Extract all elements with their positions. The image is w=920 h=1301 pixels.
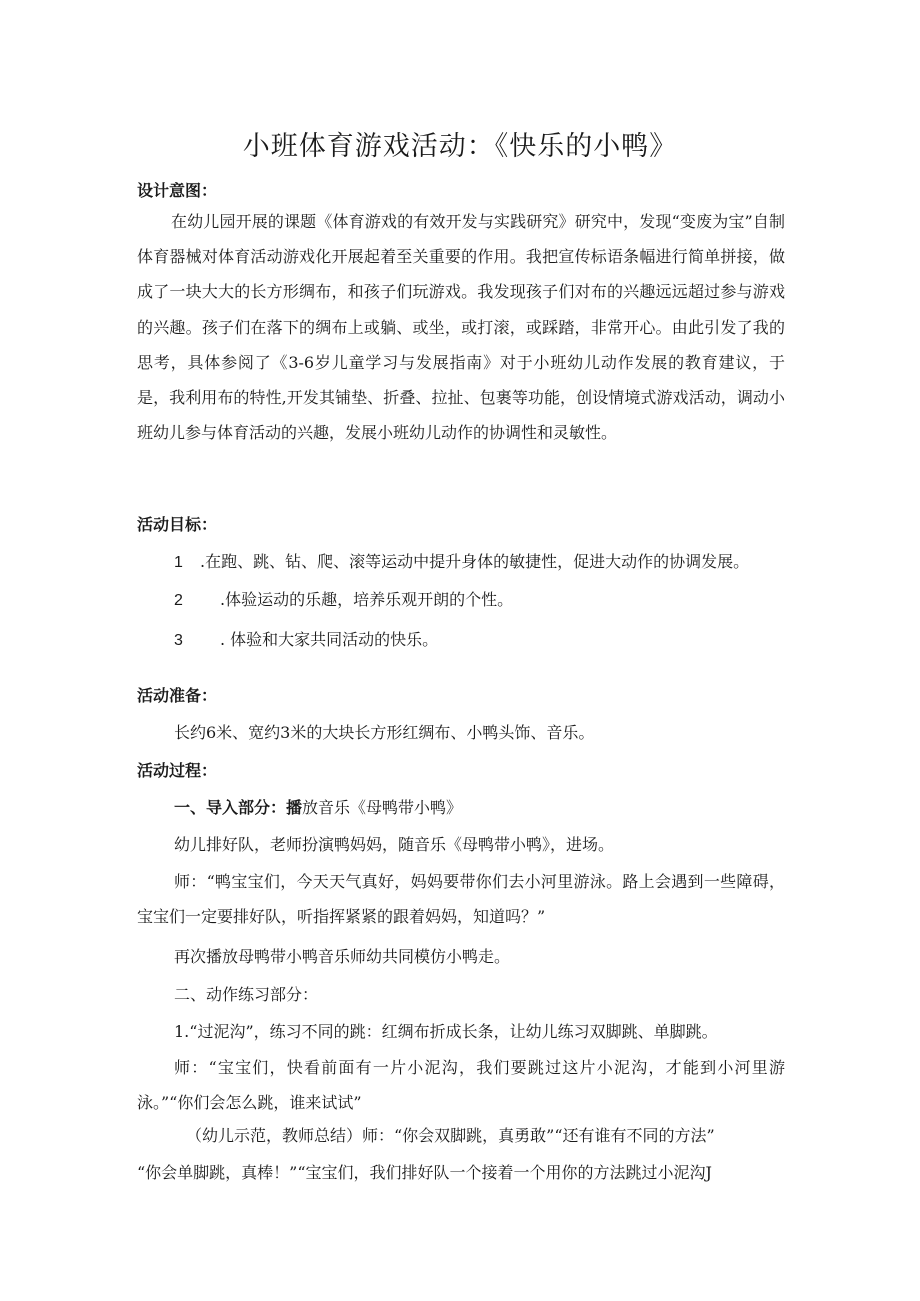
- goal-item: [174, 627, 438, 650]
- goals-heading: 活动目标：: [137, 515, 218, 534]
- process-paragraph: 1.“过泥沟”，练习不同的跳：红绸布折成长条，让幼儿练习双脚跳、单脚跳。: [174, 1022, 718, 1041]
- process-paragraph: 幼儿排好队，老师扮演鸭妈妈，随音乐《母鸭带小鸭》，进场。: [174, 835, 615, 854]
- document-title: 小班体育游戏活动：《快乐的小鸭》: [242, 131, 678, 162]
- design-paragraph: 在幼儿园开展的课题《体育游戏的有效开发与实践研究》研究中，发现“变废为宝”自制体育器械对体育活动游戏化开展起着至关重要的作用。我把宣传标语条幅进行简单拼接，做成了一块大大的长方形绸布，和孩子们玩游戏。我发现孩子们对布的兴趣远远超过参与游戏的兴趣。孩子们在落下的绸布上或躺、或坐，或打滚，或踩踏，非常开心。由此引发了我的思考，具体参阅了《3-6岁儿童学习与发展指南》对于小班幼儿动作发展的教育建议，于是，我利用布的特性,开发其铺垫、折叠、拉扯、包裹等功能，创设情境式游戏活动，调动小班幼儿参与体育活动的兴趣，发展小班幼儿动作的协调性和灵敏性。: [137, 212, 785, 443]
- goal-number: 1: [174, 554, 183, 571]
- prep-text: 长约6米、宽约3米的大块长方形红绸布、小鸭头饰、音乐。: [174, 723, 595, 742]
- goal-text: .体验运动的乐趣，培养乐观开朗的个性。: [220, 590, 514, 609]
- goal-number: 3: [174, 632, 183, 649]
- goal-text: .在跑、跳、钻、爬、滚等运动中提升身体的敏捷性，促进大动作的协调发展。: [200, 552, 750, 571]
- part1-rest: 放音乐《母鸭带小鸭》: [302, 798, 463, 817]
- process-paragraph: （幼儿示范，教师总结）师：“你会双脚跳，真勇敢”“还有谁有不同的方法”: [186, 1126, 715, 1145]
- goal-text: . 体验和大家共同活动的快乐。: [220, 630, 439, 649]
- process-paragraph: “你会单脚跳，真棒！”“宝宝们，我们排好队一个接着一个用你的方法跳过小泥沟J: [137, 1163, 712, 1182]
- part2-heading: 二、动作练习部分：: [174, 985, 319, 1004]
- goal-item: [174, 549, 749, 572]
- part1-heading: [174, 795, 462, 818]
- prep-heading: 活动准备：: [137, 686, 218, 705]
- process-heading: 活动过程：: [137, 761, 218, 780]
- process-paragraph: 师：“鸭宝宝们，今天天气真好，妈妈要带你们去小河里游泳。路上会遇到一些障碍，宝宝们一定要排好队，听指挥紧紧的跟着妈妈，知道吗？”: [137, 872, 785, 927]
- design-heading: 设计意图：: [137, 181, 218, 200]
- goal-item: [174, 587, 513, 610]
- part1-bold: 一、导入部分：播: [174, 798, 303, 817]
- process-paragraph: 再次播放母鸭带小鸭音乐师幼共同模仿小鸭走。: [174, 947, 511, 966]
- goal-number: 2: [174, 592, 183, 609]
- process-paragraph: 师：“宝宝们，快看前面有一片小泥沟，我们要跳过这片小泥沟，才能到小河里游泳。”“你们会怎么跳，谁来试试”: [137, 1058, 785, 1113]
